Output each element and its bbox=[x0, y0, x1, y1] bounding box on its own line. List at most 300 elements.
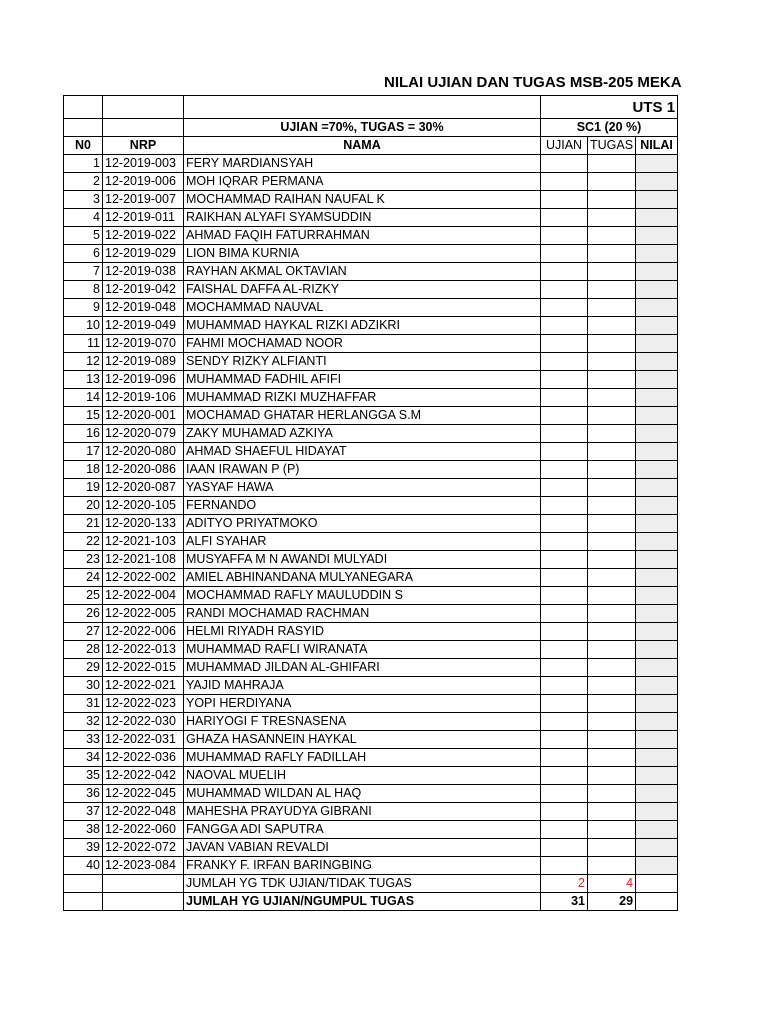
row-ujian[interactable] bbox=[541, 425, 588, 443]
row-number[interactable]: 23 bbox=[64, 551, 103, 569]
row-nama[interactable]: MUHAMMAD RIZKI MUZHAFFAR bbox=[184, 389, 541, 407]
cell[interactable] bbox=[103, 893, 184, 911]
row-nama[interactable]: ZAKY MUHAMAD AZKIYA bbox=[184, 425, 541, 443]
row-number[interactable]: 11 bbox=[64, 335, 103, 353]
row-nama[interactable]: AHMAD SHAEFUL HIDAYAT bbox=[184, 443, 541, 461]
cell[interactable] bbox=[103, 96, 184, 119]
row-nrp[interactable]: 12-2019-006 bbox=[103, 173, 184, 191]
row-nrp[interactable]: 12-2019-022 bbox=[103, 227, 184, 245]
row-tugas[interactable] bbox=[588, 515, 636, 533]
row-nrp[interactable]: 12-2022-015 bbox=[103, 659, 184, 677]
row-nama[interactable]: MUHAMMAD RAFLY FADILLAH bbox=[184, 749, 541, 767]
row-tugas[interactable] bbox=[588, 767, 636, 785]
row-nrp[interactable]: 12-2019-106 bbox=[103, 389, 184, 407]
row-nilai[interactable] bbox=[636, 443, 678, 461]
row-ujian[interactable] bbox=[541, 623, 588, 641]
row-tugas[interactable] bbox=[588, 749, 636, 767]
row-nama[interactable]: MOH IQRAR PERMANA bbox=[184, 173, 541, 191]
row-nama[interactable]: YASYAF HAWA bbox=[184, 479, 541, 497]
student-row bbox=[64, 731, 678, 749]
row-tugas[interactable] bbox=[588, 191, 636, 209]
student-row bbox=[64, 677, 678, 695]
row-ujian[interactable] bbox=[541, 695, 588, 713]
row-number[interactable]: 33 bbox=[64, 731, 103, 749]
row-number[interactable]: 26 bbox=[64, 605, 103, 623]
row-nrp[interactable]: 12-2020-087 bbox=[103, 479, 184, 497]
row-nrp[interactable]: 12-2023-084 bbox=[103, 857, 184, 875]
row-nilai[interactable] bbox=[636, 587, 678, 605]
row-nilai[interactable] bbox=[636, 461, 678, 479]
row-ujian[interactable] bbox=[541, 443, 588, 461]
row-nrp[interactable]: 12-2020-001 bbox=[103, 407, 184, 425]
sheet-title: NILAI UJIAN DAN TUGAS MSB-205 MEKA bbox=[384, 74, 682, 91]
row-nrp[interactable]: 12-2019-038 bbox=[103, 263, 184, 281]
row-nama[interactable]: RANDI MOCHAMAD RACHMAN bbox=[184, 605, 541, 623]
row-number[interactable]: 22 bbox=[64, 533, 103, 551]
student-row bbox=[64, 155, 678, 173]
not-submitted-tugas[interactable]: 4 bbox=[588, 875, 636, 893]
row-nama[interactable]: FERNANDO bbox=[184, 497, 541, 515]
student-row bbox=[64, 839, 678, 857]
student-row bbox=[64, 371, 678, 389]
row-number[interactable]: 36 bbox=[64, 785, 103, 803]
row-tugas[interactable] bbox=[588, 353, 636, 371]
row-nama[interactable]: ADITYO PRIYATMOKO bbox=[184, 515, 541, 533]
row-number[interactable]: 19 bbox=[64, 479, 103, 497]
row-nilai[interactable] bbox=[636, 191, 678, 209]
student-row bbox=[64, 767, 678, 785]
row-number[interactable]: 29 bbox=[64, 659, 103, 677]
weight-note[interactable]: UJIAN =70%, TUGAS = 30% bbox=[184, 119, 541, 137]
student-row bbox=[64, 425, 678, 443]
row-nrp[interactable]: 12-2019-089 bbox=[103, 353, 184, 371]
row-nrp[interactable]: 12-2020-079 bbox=[103, 425, 184, 443]
row-tugas[interactable] bbox=[588, 839, 636, 857]
row-nrp[interactable]: 12-2022-004 bbox=[103, 587, 184, 605]
col-header-ujian[interactable]: UJIAN bbox=[541, 137, 588, 155]
row-ujian[interactable] bbox=[541, 857, 588, 875]
row-tugas[interactable] bbox=[588, 569, 636, 587]
student-row bbox=[64, 497, 678, 515]
row-nilai[interactable] bbox=[636, 407, 678, 425]
row-ujian[interactable] bbox=[541, 497, 588, 515]
row-tugas[interactable] bbox=[588, 479, 636, 497]
row-nilai[interactable] bbox=[636, 839, 678, 857]
row-ujian[interactable] bbox=[541, 641, 588, 659]
row-ujian[interactable] bbox=[541, 587, 588, 605]
row-number[interactable]: 9 bbox=[64, 299, 103, 317]
row-nama[interactable]: MOCHAMMAD NAUVAL bbox=[184, 299, 541, 317]
row-ujian[interactable] bbox=[541, 191, 588, 209]
row-ujian[interactable] bbox=[541, 731, 588, 749]
row-number[interactable]: 18 bbox=[64, 461, 103, 479]
submitted-label[interactable]: JUMLAH YG UJIAN/NGUMPUL TUGAS bbox=[184, 893, 541, 911]
student-row bbox=[64, 335, 678, 353]
row-nilai[interactable] bbox=[636, 713, 678, 731]
row-nrp[interactable]: 12-2019-042 bbox=[103, 281, 184, 299]
row-tugas[interactable] bbox=[588, 605, 636, 623]
row-nama[interactable]: YOPI HERDIYANA bbox=[184, 695, 541, 713]
row-tugas[interactable] bbox=[588, 803, 636, 821]
row-nrp[interactable]: 12-2022-072 bbox=[103, 839, 184, 857]
row-number[interactable]: 32 bbox=[64, 713, 103, 731]
row-nama[interactable]: MUHAMMAD HAYKAL RIZKI ADZIKRI bbox=[184, 317, 541, 335]
row-nilai[interactable] bbox=[636, 317, 678, 335]
row-nilai[interactable] bbox=[636, 263, 678, 281]
row-nilai[interactable] bbox=[636, 425, 678, 443]
row-ujian[interactable] bbox=[541, 749, 588, 767]
row-nilai[interactable] bbox=[636, 497, 678, 515]
row-nama[interactable]: MOCHAMMAD RAIHAN NAUFAL K bbox=[184, 191, 541, 209]
student-row bbox=[64, 227, 678, 245]
student-row bbox=[64, 479, 678, 497]
row-ujian[interactable] bbox=[541, 767, 588, 785]
row-nrp[interactable]: 12-2021-103 bbox=[103, 533, 184, 551]
header-row-columns bbox=[64, 137, 678, 155]
row-nrp[interactable]: 12-2022-045 bbox=[103, 785, 184, 803]
row-nama[interactable]: AHMAD FAQIH FATURRAHMAN bbox=[184, 227, 541, 245]
row-tugas[interactable] bbox=[588, 335, 636, 353]
row-number[interactable]: 1 bbox=[64, 155, 103, 173]
row-ujian[interactable] bbox=[541, 533, 588, 551]
row-nilai[interactable] bbox=[636, 353, 678, 371]
student-row bbox=[64, 623, 678, 641]
col-header-nilai[interactable]: NILAI bbox=[636, 137, 678, 155]
student-row bbox=[64, 281, 678, 299]
row-nrp[interactable]: 12-2019-011 bbox=[103, 209, 184, 227]
row-ujian[interactable] bbox=[541, 173, 588, 191]
row-nrp[interactable]: 12-2020-086 bbox=[103, 461, 184, 479]
row-number[interactable]: 35 bbox=[64, 767, 103, 785]
row-tugas[interactable] bbox=[588, 443, 636, 461]
row-nama[interactable]: MAHESHA PRAYUDYA GIBRANI bbox=[184, 803, 541, 821]
row-nilai[interactable] bbox=[636, 515, 678, 533]
cell[interactable] bbox=[64, 119, 103, 137]
row-nama[interactable]: MUHAMMAD JILDAN AL-GHIFARI bbox=[184, 659, 541, 677]
student-row bbox=[64, 191, 678, 209]
row-ujian[interactable] bbox=[541, 317, 588, 335]
row-nilai[interactable] bbox=[636, 281, 678, 299]
row-tugas[interactable] bbox=[588, 857, 636, 875]
row-nama[interactable]: FAHMI MOCHAMAD NOOR bbox=[184, 335, 541, 353]
row-tugas[interactable] bbox=[588, 425, 636, 443]
row-tugas[interactable] bbox=[588, 497, 636, 515]
row-number[interactable]: 16 bbox=[64, 425, 103, 443]
row-ujian[interactable] bbox=[541, 281, 588, 299]
cell[interactable] bbox=[636, 875, 678, 893]
row-tugas[interactable] bbox=[588, 209, 636, 227]
row-number[interactable]: 28 bbox=[64, 641, 103, 659]
row-ujian[interactable] bbox=[541, 677, 588, 695]
row-ujian[interactable] bbox=[541, 335, 588, 353]
row-tugas[interactable] bbox=[588, 263, 636, 281]
row-number[interactable]: 31 bbox=[64, 695, 103, 713]
row-ujian[interactable] bbox=[541, 299, 588, 317]
row-nilai[interactable] bbox=[636, 821, 678, 839]
row-nrp[interactable]: 12-2022-002 bbox=[103, 569, 184, 587]
row-number[interactable]: 15 bbox=[64, 407, 103, 425]
row-nilai[interactable] bbox=[636, 569, 678, 587]
row-nilai[interactable] bbox=[636, 155, 678, 173]
row-nilai[interactable] bbox=[636, 335, 678, 353]
row-nama[interactable]: FERY MARDIANSYAH bbox=[184, 155, 541, 173]
row-tugas[interactable] bbox=[588, 587, 636, 605]
student-row bbox=[64, 389, 678, 407]
row-nama[interactable]: MUHAMMAD RAFLI WIRANATA bbox=[184, 641, 541, 659]
row-nilai[interactable] bbox=[636, 533, 678, 551]
row-ujian[interactable] bbox=[541, 353, 588, 371]
row-number[interactable]: 3 bbox=[64, 191, 103, 209]
row-number[interactable]: 10 bbox=[64, 317, 103, 335]
row-nama[interactable]: RAYHAN AKMAL OKTAVIAN bbox=[184, 263, 541, 281]
row-tugas[interactable] bbox=[588, 821, 636, 839]
row-tugas[interactable] bbox=[588, 623, 636, 641]
row-nama[interactable]: FRANKY F. IRFAN BARINGBING bbox=[184, 857, 541, 875]
row-nilai[interactable] bbox=[636, 605, 678, 623]
row-nama[interactable]: SENDY RIZKY ALFIANTI bbox=[184, 353, 541, 371]
row-ujian[interactable] bbox=[541, 515, 588, 533]
row-number[interactable]: 34 bbox=[64, 749, 103, 767]
row-number[interactable]: 6 bbox=[64, 245, 103, 263]
row-nrp[interactable]: 12-2019-003 bbox=[103, 155, 184, 173]
student-row bbox=[64, 443, 678, 461]
row-tugas[interactable] bbox=[588, 371, 636, 389]
row-tugas[interactable] bbox=[588, 731, 636, 749]
row-nrp[interactable]: 12-2022-036 bbox=[103, 749, 184, 767]
row-nrp[interactable]: 12-2020-133 bbox=[103, 515, 184, 533]
student-row bbox=[64, 605, 678, 623]
cell[interactable] bbox=[184, 96, 541, 119]
row-nama[interactable]: MUHAMMAD FADHIL AFIFI bbox=[184, 371, 541, 389]
cell[interactable] bbox=[64, 893, 103, 911]
row-nilai[interactable] bbox=[636, 731, 678, 749]
row-nama[interactable]: NAOVAL MUELIH bbox=[184, 767, 541, 785]
row-ujian[interactable] bbox=[541, 371, 588, 389]
row-tugas[interactable] bbox=[588, 659, 636, 677]
col-header-tugas[interactable]: TUGAS bbox=[588, 137, 636, 155]
student-row bbox=[64, 857, 678, 875]
row-nrp[interactable]: 12-2020-080 bbox=[103, 443, 184, 461]
row-number[interactable]: 7 bbox=[64, 263, 103, 281]
submitted-tugas[interactable]: 29 bbox=[588, 893, 636, 911]
row-number[interactable]: 39 bbox=[64, 839, 103, 857]
cell[interactable] bbox=[103, 875, 184, 893]
row-nama[interactable]: HARIYOGI F TRESNASENA bbox=[184, 713, 541, 731]
student-row bbox=[64, 785, 678, 803]
cell[interactable] bbox=[64, 96, 103, 119]
row-nrp[interactable]: 12-2022-005 bbox=[103, 605, 184, 623]
row-number[interactable]: 17 bbox=[64, 443, 103, 461]
row-tugas[interactable] bbox=[588, 155, 636, 173]
row-nrp[interactable]: 12-2022-013 bbox=[103, 641, 184, 659]
col-header-nama[interactable]: NAMA bbox=[184, 137, 541, 155]
row-nrp[interactable]: 12-2022-023 bbox=[103, 695, 184, 713]
row-tugas[interactable] bbox=[588, 173, 636, 191]
cell[interactable] bbox=[64, 875, 103, 893]
row-tugas[interactable] bbox=[588, 551, 636, 569]
row-nilai[interactable] bbox=[636, 245, 678, 263]
row-tugas[interactable] bbox=[588, 389, 636, 407]
row-nilai[interactable] bbox=[636, 479, 678, 497]
row-number[interactable]: 30 bbox=[64, 677, 103, 695]
row-tugas[interactable] bbox=[588, 227, 636, 245]
row-ujian[interactable] bbox=[541, 803, 588, 821]
row-nama[interactable]: YAJID MAHRAJA bbox=[184, 677, 541, 695]
row-nrp[interactable]: 12-2022-030 bbox=[103, 713, 184, 731]
cell[interactable] bbox=[636, 893, 678, 911]
sc1-header[interactable]: SC1 (20 %) bbox=[541, 119, 678, 137]
row-nama[interactable]: MUSYAFFA M N AWANDI MULYADI bbox=[184, 551, 541, 569]
student-row bbox=[64, 407, 678, 425]
row-nilai[interactable] bbox=[636, 389, 678, 407]
row-ujian[interactable] bbox=[541, 551, 588, 569]
row-tugas[interactable] bbox=[588, 695, 636, 713]
row-ujian[interactable] bbox=[541, 821, 588, 839]
row-nama[interactable]: AMIEL ABHINANDANA MULYANEGARA bbox=[184, 569, 541, 587]
row-nilai[interactable] bbox=[636, 371, 678, 389]
student-row bbox=[64, 209, 678, 227]
row-ujian[interactable] bbox=[541, 461, 588, 479]
student-row bbox=[64, 821, 678, 839]
row-tugas[interactable] bbox=[588, 317, 636, 335]
row-nama[interactable]: JAVAN VABIAN REVALDI bbox=[184, 839, 541, 857]
row-tugas[interactable] bbox=[588, 641, 636, 659]
col-header-no[interactable]: N0 bbox=[64, 137, 103, 155]
row-number[interactable]: 13 bbox=[64, 371, 103, 389]
row-nrp[interactable]: 12-2021-108 bbox=[103, 551, 184, 569]
row-tugas[interactable] bbox=[588, 407, 636, 425]
row-nrp[interactable]: 12-2019-070 bbox=[103, 335, 184, 353]
row-nilai[interactable] bbox=[636, 785, 678, 803]
row-tugas[interactable] bbox=[588, 785, 636, 803]
row-nama[interactable]: RAIKHAN ALYAFI SYAMSUDDIN bbox=[184, 209, 541, 227]
row-tugas[interactable] bbox=[588, 461, 636, 479]
row-nama[interactable]: MOCHAMAD GHATAR HERLANGGA S.M bbox=[184, 407, 541, 425]
row-number[interactable]: 2 bbox=[64, 173, 103, 191]
row-number[interactable]: 14 bbox=[64, 389, 103, 407]
row-nrp[interactable]: 12-2022-048 bbox=[103, 803, 184, 821]
row-nama[interactable]: LION BIMA KURNIA bbox=[184, 245, 541, 263]
row-tugas[interactable] bbox=[588, 533, 636, 551]
row-nrp[interactable]: 12-2022-060 bbox=[103, 821, 184, 839]
row-tugas[interactable] bbox=[588, 299, 636, 317]
row-nilai[interactable] bbox=[636, 641, 678, 659]
row-nama[interactable]: MUHAMMAD WILDAN AL HAQ bbox=[184, 785, 541, 803]
row-nrp[interactable]: 12-2022-006 bbox=[103, 623, 184, 641]
row-ujian[interactable] bbox=[541, 839, 588, 857]
row-nilai[interactable] bbox=[636, 857, 678, 875]
row-tugas[interactable] bbox=[588, 245, 636, 263]
row-nilai[interactable] bbox=[636, 659, 678, 677]
row-number[interactable]: 38 bbox=[64, 821, 103, 839]
row-nilai[interactable] bbox=[636, 227, 678, 245]
row-tugas[interactable] bbox=[588, 713, 636, 731]
row-nilai[interactable] bbox=[636, 551, 678, 569]
row-ujian[interactable] bbox=[541, 569, 588, 587]
row-nilai[interactable] bbox=[636, 803, 678, 821]
row-nama[interactable]: FANGGA ADI SAPUTRA bbox=[184, 821, 541, 839]
row-nilai[interactable] bbox=[636, 173, 678, 191]
row-nrp[interactable]: 12-2019-029 bbox=[103, 245, 184, 263]
row-nrp[interactable]: 12-2022-042 bbox=[103, 767, 184, 785]
student-row bbox=[64, 659, 678, 677]
row-nama[interactable]: GHAZA HASANNEIN HAYKAL bbox=[184, 731, 541, 749]
row-ujian[interactable] bbox=[541, 389, 588, 407]
row-ujian[interactable] bbox=[541, 209, 588, 227]
submitted-ujian[interactable]: 31 bbox=[541, 893, 588, 911]
row-ujian[interactable] bbox=[541, 263, 588, 281]
row-nilai[interactable] bbox=[636, 695, 678, 713]
row-nrp[interactable]: 12-2019-049 bbox=[103, 317, 184, 335]
grades-table bbox=[63, 95, 678, 911]
summary-row-not-submitted bbox=[64, 875, 678, 893]
student-row bbox=[64, 569, 678, 587]
student-row bbox=[64, 317, 678, 335]
row-nama[interactable]: MOCHAMMAD RAFLY MAULUDDIN S bbox=[184, 587, 541, 605]
not-submitted-label[interactable]: JUMLAH YG TDK UJIAN/TIDAK TUGAS bbox=[184, 875, 541, 893]
row-number[interactable]: 27 bbox=[64, 623, 103, 641]
student-row bbox=[64, 587, 678, 605]
row-nrp[interactable]: 12-2019-007 bbox=[103, 191, 184, 209]
row-number[interactable]: 5 bbox=[64, 227, 103, 245]
cell[interactable] bbox=[103, 119, 184, 137]
row-number[interactable]: 4 bbox=[64, 209, 103, 227]
row-nilai[interactable] bbox=[636, 209, 678, 227]
student-row bbox=[64, 299, 678, 317]
row-number[interactable]: 40 bbox=[64, 857, 103, 875]
row-number[interactable]: 20 bbox=[64, 497, 103, 515]
row-ujian[interactable] bbox=[541, 713, 588, 731]
row-nilai[interactable] bbox=[636, 623, 678, 641]
row-number[interactable]: 25 bbox=[64, 587, 103, 605]
row-tugas[interactable] bbox=[588, 677, 636, 695]
row-nilai[interactable] bbox=[636, 767, 678, 785]
row-number[interactable]: 24 bbox=[64, 569, 103, 587]
not-submitted-ujian[interactable]: 2 bbox=[541, 875, 588, 893]
row-nrp[interactable]: 12-2019-096 bbox=[103, 371, 184, 389]
row-number[interactable]: 8 bbox=[64, 281, 103, 299]
uts-header[interactable]: UTS 1 bbox=[541, 96, 678, 119]
row-ujian[interactable] bbox=[541, 407, 588, 425]
row-tugas[interactable] bbox=[588, 281, 636, 299]
row-nilai[interactable] bbox=[636, 749, 678, 767]
row-nilai[interactable] bbox=[636, 677, 678, 695]
student-row bbox=[64, 461, 678, 479]
row-nama[interactable]: ALFI SYAHAR bbox=[184, 533, 541, 551]
row-nama[interactable]: FAISHAL DAFFA AL-RIZKY bbox=[184, 281, 541, 299]
row-nrp[interactable]: 12-2019-048 bbox=[103, 299, 184, 317]
row-ujian[interactable] bbox=[541, 605, 588, 623]
row-ujian[interactable] bbox=[541, 245, 588, 263]
row-nama[interactable]: HELMI RIYADH RASYID bbox=[184, 623, 541, 641]
row-number[interactable]: 12 bbox=[64, 353, 103, 371]
row-number[interactable]: 21 bbox=[64, 515, 103, 533]
row-nama[interactable]: IAAN IRAWAN P (P) bbox=[184, 461, 541, 479]
row-number[interactable]: 37 bbox=[64, 803, 103, 821]
row-nrp[interactable]: 12-2022-021 bbox=[103, 677, 184, 695]
student-row bbox=[64, 533, 678, 551]
row-ujian[interactable] bbox=[541, 659, 588, 677]
row-ujian[interactable] bbox=[541, 479, 588, 497]
student-row bbox=[64, 803, 678, 821]
row-nrp[interactable]: 12-2020-105 bbox=[103, 497, 184, 515]
row-nilai[interactable] bbox=[636, 299, 678, 317]
row-nrp[interactable]: 12-2022-031 bbox=[103, 731, 184, 749]
row-ujian[interactable] bbox=[541, 785, 588, 803]
row-ujian[interactable] bbox=[541, 227, 588, 245]
col-header-nrp[interactable]: NRP bbox=[103, 137, 184, 155]
row-ujian[interactable] bbox=[541, 155, 588, 173]
